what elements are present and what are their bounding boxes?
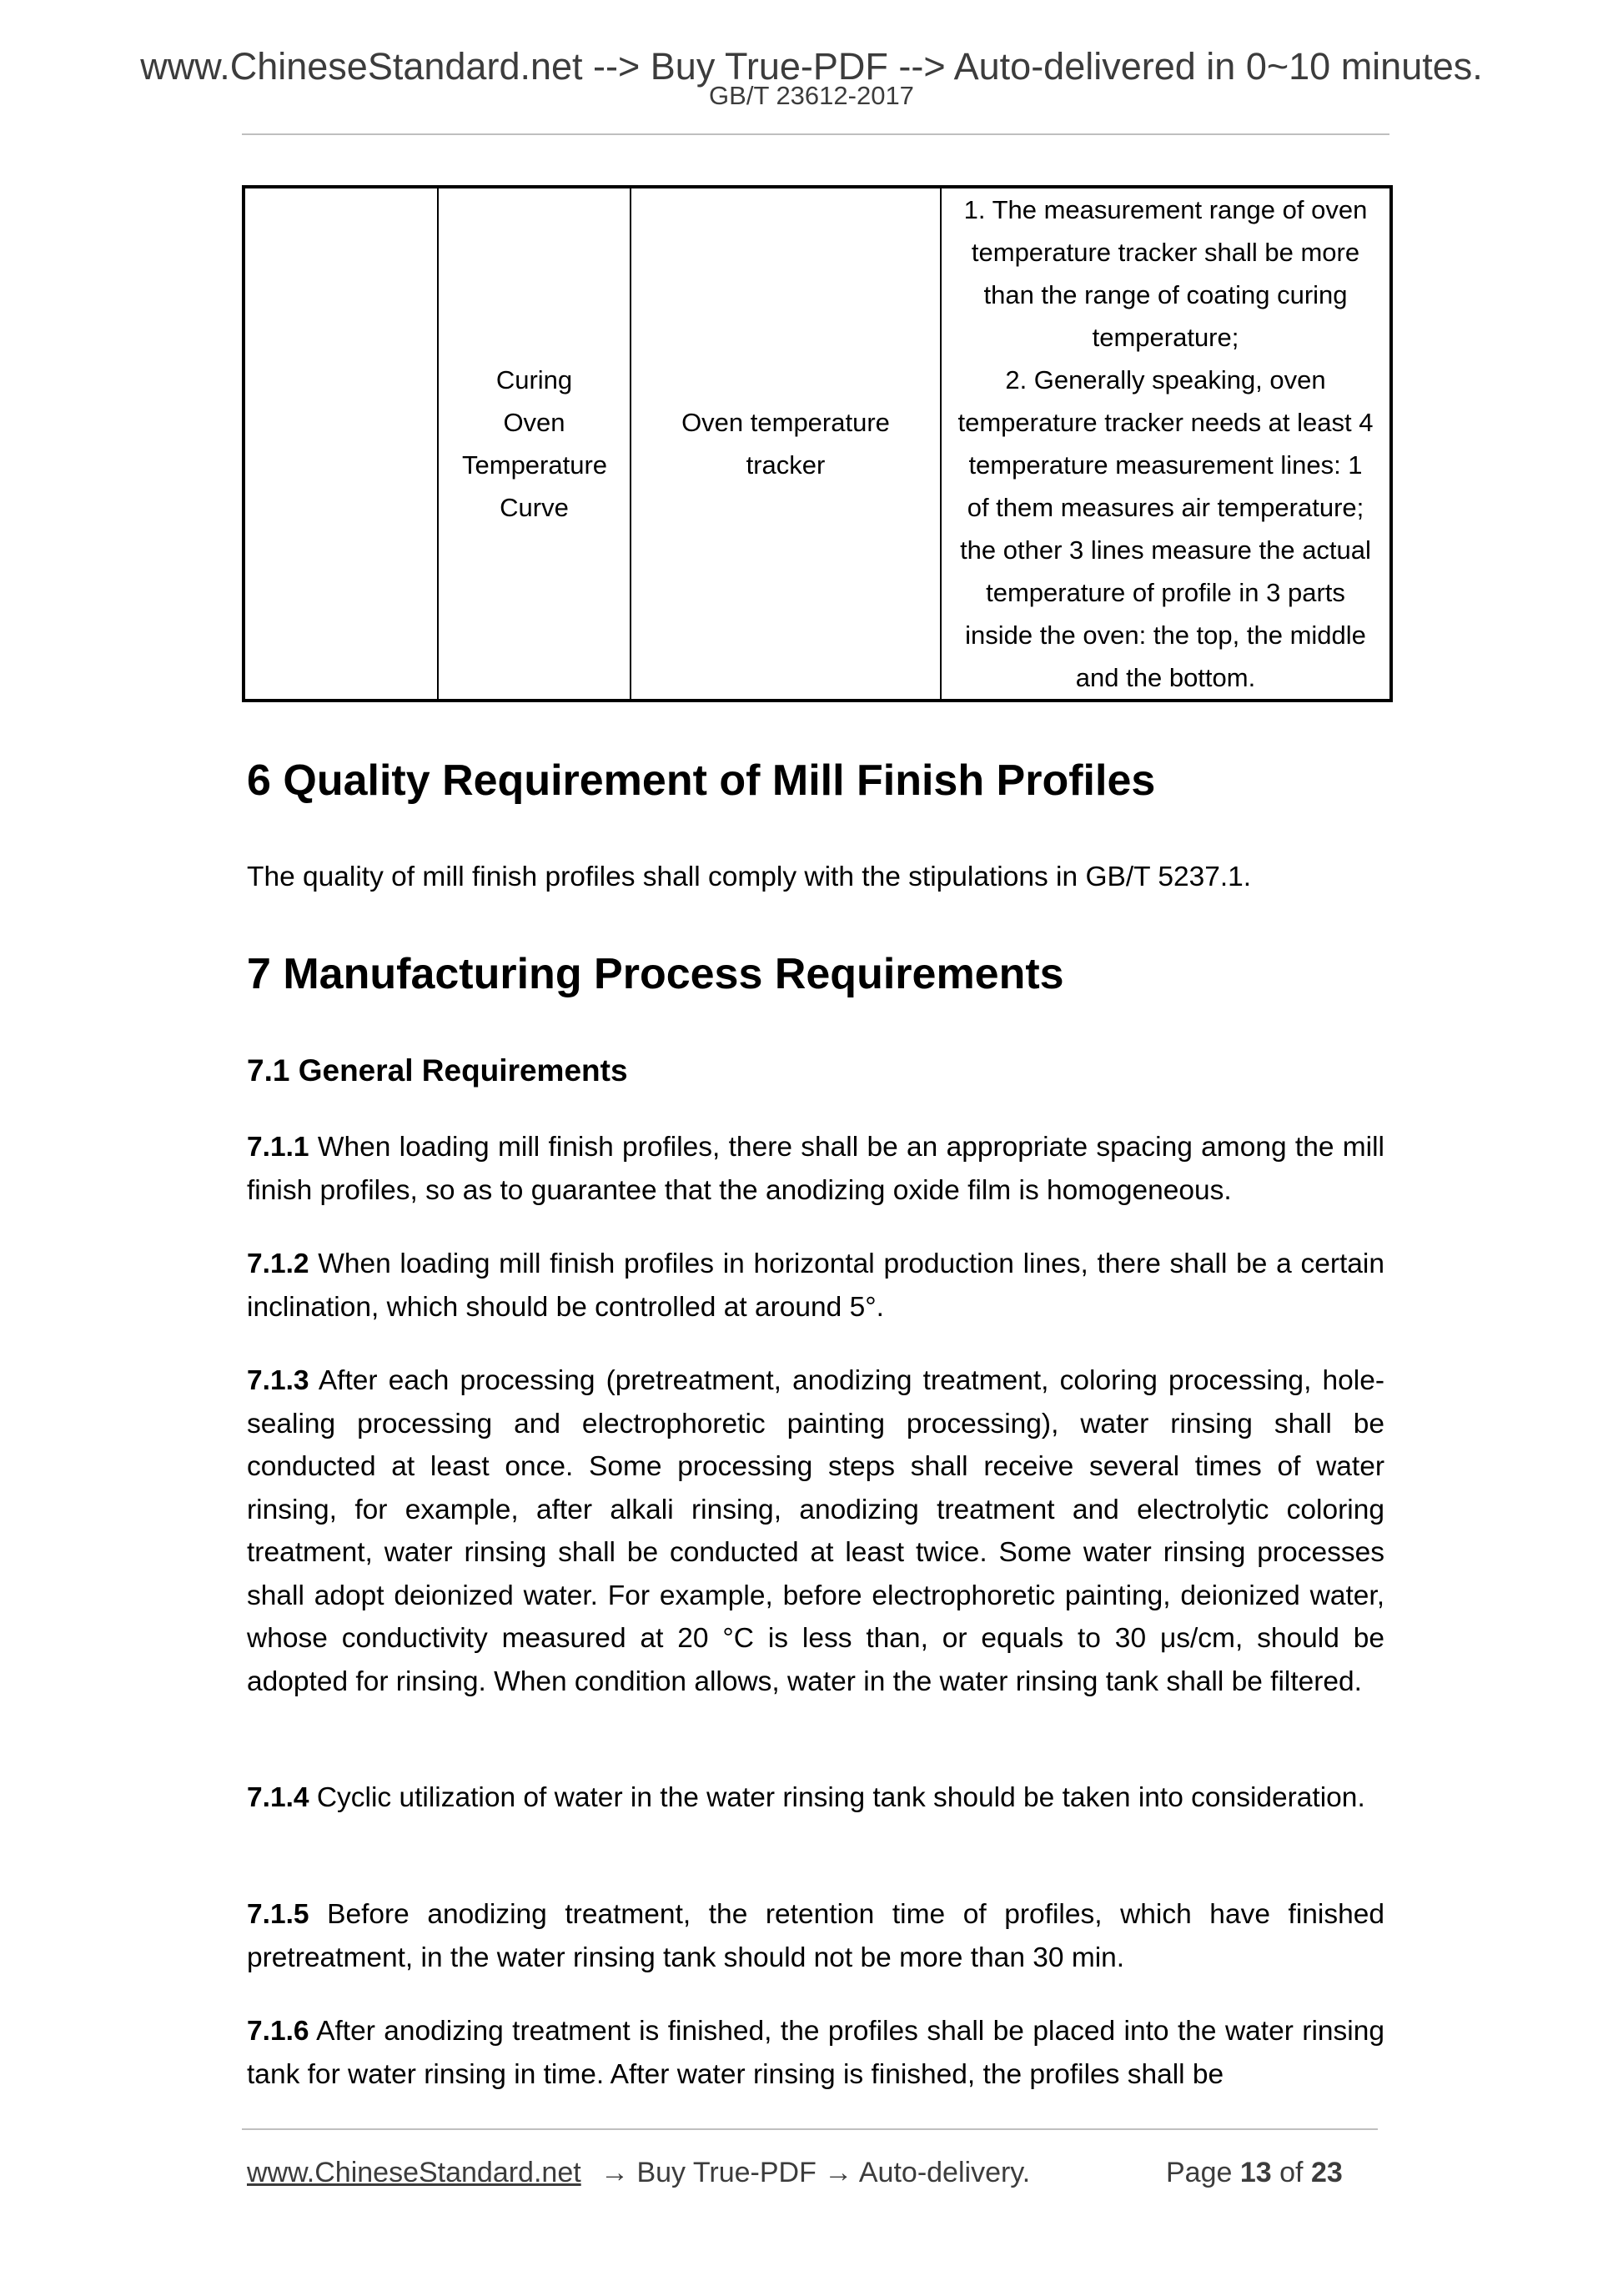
clause-number: 7.1.2 (247, 1248, 309, 1279)
arrow-right-icon: → (816, 2157, 859, 2188)
req-line: temperature of profile in 3 parts (986, 578, 1345, 607)
clause-text: After anodizing treatment is finished, the profiles shall be placed into the water rinsing tank for water rinsing in time. After water rinsing is finished, the profiles shall be (247, 2016, 1384, 2090)
footer-divider (242, 2128, 1378, 2130)
clause-number: 7.1.6 (247, 2016, 309, 2047)
header-divider (242, 133, 1389, 135)
req-line: than the range of coating curing (983, 280, 1348, 309)
clause-7-1-2 (247, 1243, 1384, 1329)
req-line: 2. Generally speaking, oven (1005, 365, 1326, 394)
page-total: 23 (1310, 2157, 1343, 2188)
section-6-heading: 6 Quality Requirement of Mill Finish Profiles (247, 756, 1156, 805)
specification-table (242, 185, 1393, 702)
section-6-text: The quality of mill finish profiles shall comply with the stipulations in GB/T 5237.1. (247, 862, 1252, 892)
clause-text: When loading mill finish profiles in horizontal production lines, there shall be a certain inclination, which should be controlled at around 5°. (247, 1248, 1384, 1323)
page-current: 13 (1239, 2157, 1272, 2188)
clause-number: 7.1.1 (247, 1132, 309, 1163)
clause-number: 7.1.3 (247, 1365, 309, 1396)
section-7-1-heading: 7.1 General Requirements (247, 1053, 628, 1088)
page-label: Page (1166, 2157, 1240, 2188)
req-line: and the bottom. (1075, 663, 1256, 692)
footer-buy: Buy True-PDF (636, 2157, 817, 2188)
header-banner: www.ChineseStandard.net --> Buy True-PDF --> Auto-delivered in 0~10 minutes. (140, 45, 1483, 88)
clause-text: Before anodizing treatment, the retention time of profiles, which have finished pretreatment, in the water rinsing tank should not be more than 30 min. (247, 1899, 1384, 1973)
clause-7-1-1 (247, 1126, 1384, 1212)
footer-buy-text (600, 2156, 1030, 2189)
clause-7-1-3 (247, 1359, 1384, 1703)
req-line: temperature; (1092, 323, 1239, 352)
arrow-right-icon: → (600, 2157, 637, 2188)
table-cell-requirements (941, 187, 1391, 701)
req-line: temperature tracker shall be more (971, 238, 1360, 267)
footer-delivery: Auto-delivery. (858, 2157, 1031, 2188)
section-7-heading: 7 Manufacturing Process Requirements (247, 950, 1064, 998)
req-line: of them measures air temperature; (967, 493, 1364, 522)
clause-7-1-4 (247, 1776, 1384, 1820)
table-row (244, 187, 1391, 701)
clause-text: After each processing (pretreatment, anodizing treatment, coloring processing, hole-sealing processing and electrophoretic painting processing), water rinsing shall be conducted at least once. Some processing steps shall receive several times of water rinsing, for example, after alkali rinsing, anodizing treatment and electrolytic coloring treatment, water rinsing shall be conducted at least twice. Some water rinsing processes shall adopt deionized water. For example, before electrophoretic painting, deionized water, whose conductivity measured at 20 °C is less than, or equals to 30 μs/cm, should be adopted for rinsing. When condition allows, water in the water rinsing tank shall be filtered. (247, 1365, 1384, 1697)
clause-text: When loading mill finish profiles, there shall be an appropriate spacing among the mill finish profiles, so as to guarantee that the anodizing oxide film is homogeneous. (247, 1132, 1384, 1206)
clause-text: Cyclic utilization of water in the water rinsing tank should be taken into consideration. (316, 1782, 1365, 1813)
clause-7-1-6 (247, 2010, 1384, 2096)
req-line: the other 3 lines measure the actual (960, 535, 1371, 565)
page-indicator (1166, 2156, 1343, 2189)
clause-number: 7.1.5 (247, 1899, 309, 1930)
req-line: 1. The measurement range of oven (963, 195, 1368, 224)
clause-7-1-5 (247, 1893, 1384, 1979)
clause-number: 7.1.4 (247, 1782, 309, 1813)
req-line: inside the oven: the top, the middle (965, 620, 1366, 650)
req-line: temperature tracker needs at least 4 (957, 408, 1374, 437)
table-cell-category (244, 187, 438, 701)
req-line: temperature measurement lines: 1 (968, 450, 1363, 480)
page-of: of (1271, 2157, 1311, 2188)
footer-link[interactable]: www.ChineseStandard.net (247, 2157, 581, 2188)
standard-code: GB/T 23612-2017 (709, 81, 914, 110)
table-cell-item: Curing Oven Temperature Curve (438, 187, 631, 701)
table-cell-instrument: Oven temperature tracker (631, 187, 941, 701)
